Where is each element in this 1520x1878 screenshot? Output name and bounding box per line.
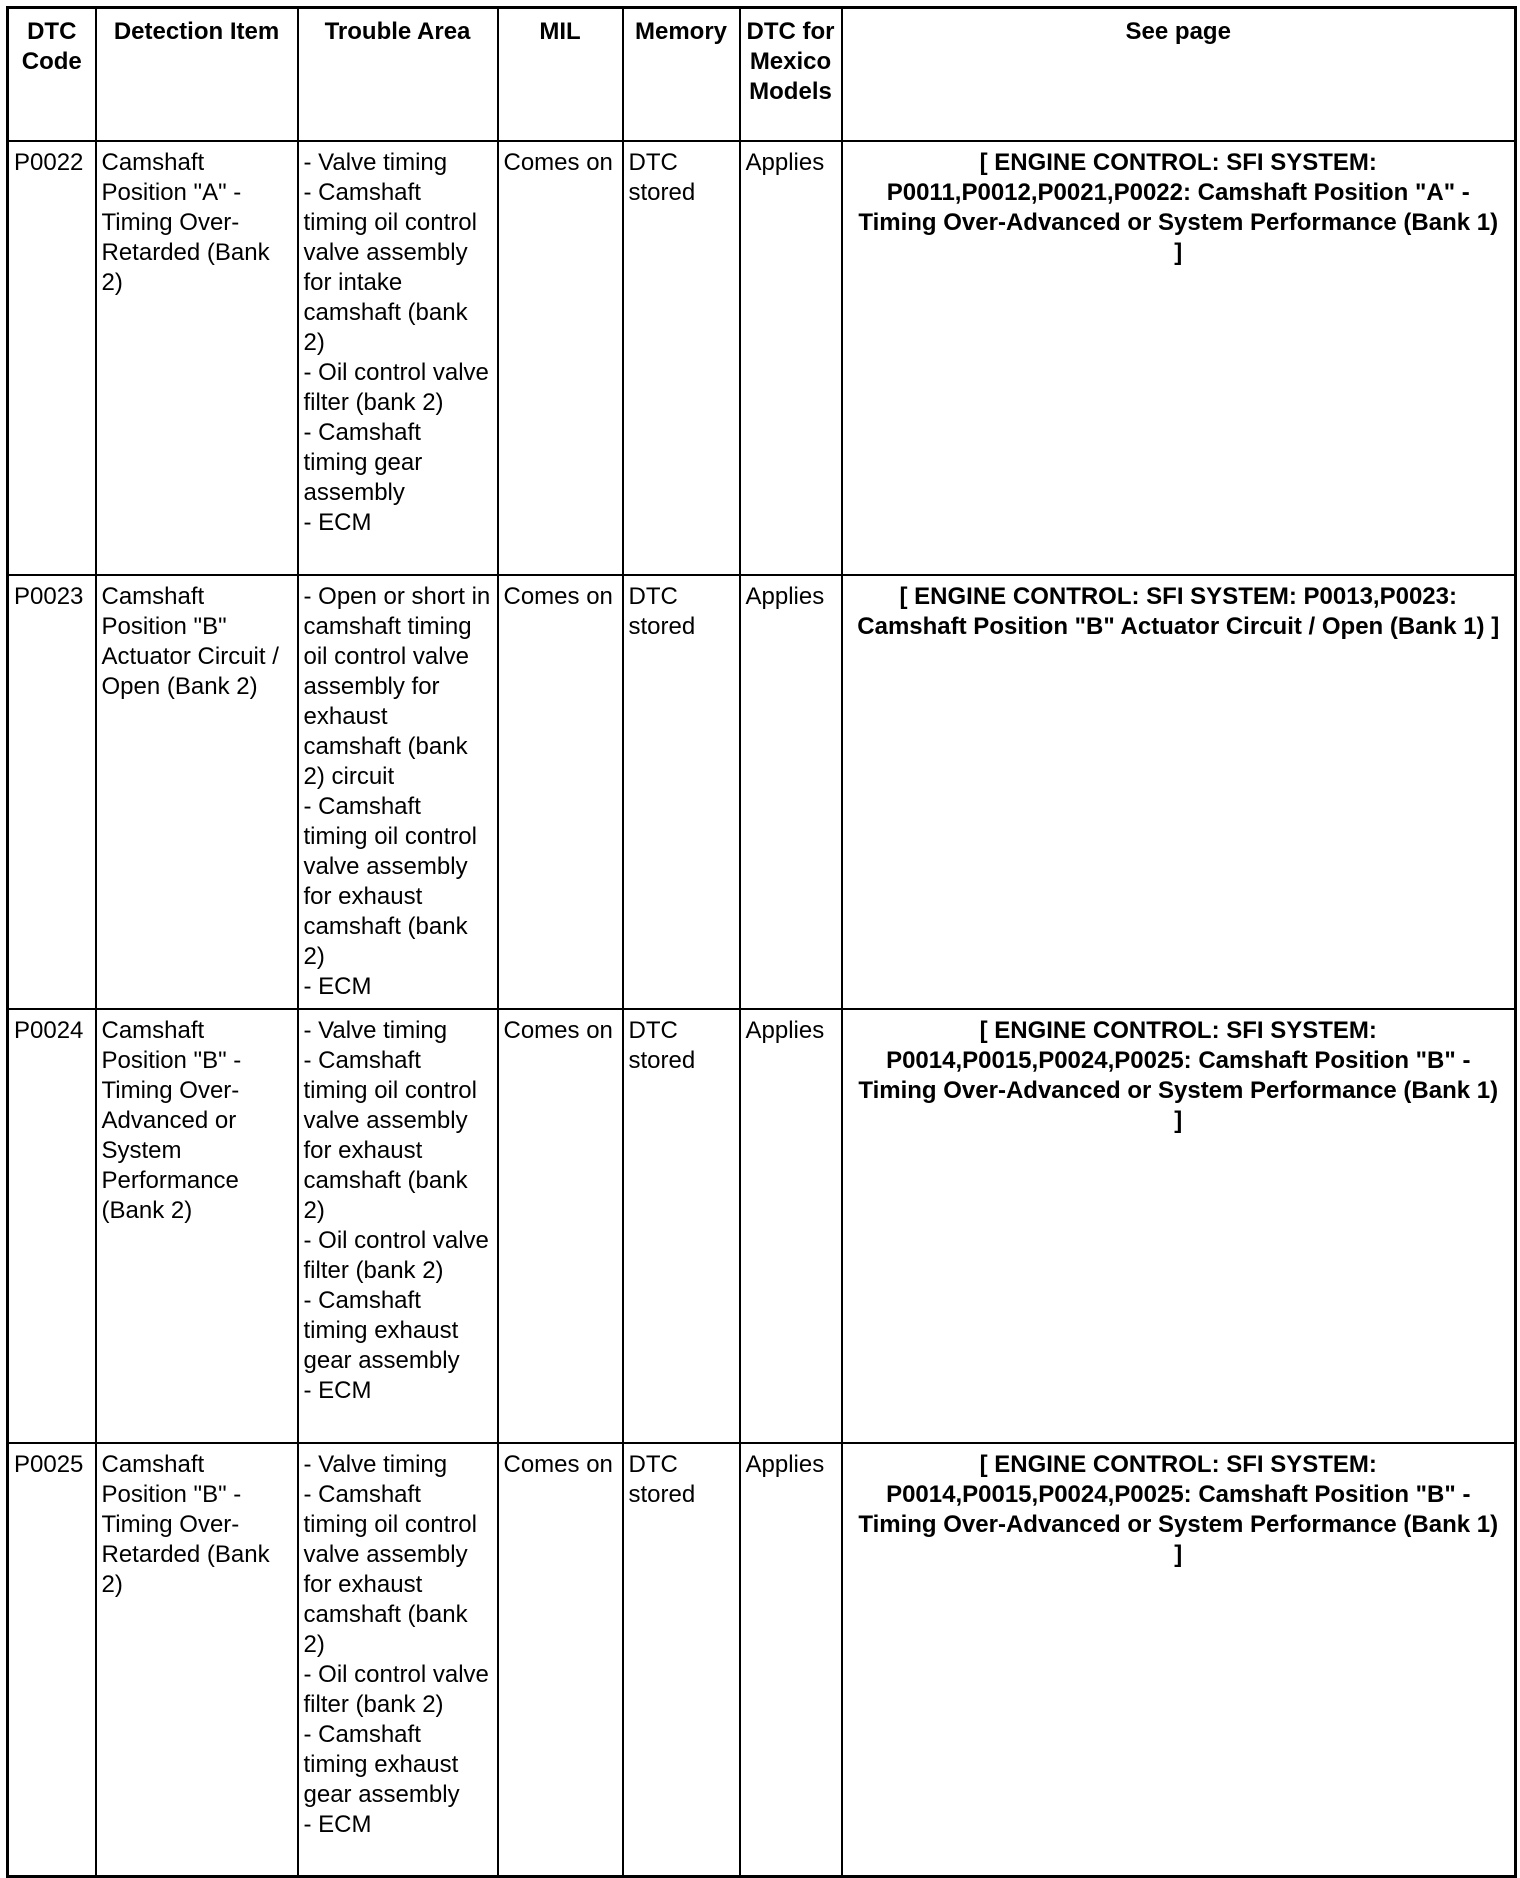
trouble-area-line: - Camshaft timing oil control valve assembly for exhaust camshaft (bank 2) (303, 1046, 477, 1224)
dtc-mexico-cell: Applies (740, 1009, 842, 1443)
trouble-area-line: - Valve timing (303, 1450, 448, 1478)
trouble-area-line: - Oil control valve filter (bank 2) (303, 1226, 489, 1284)
memory-cell: DTC stored (623, 1443, 740, 1877)
table-row (8, 1009, 1516, 1443)
table-row (8, 575, 1516, 1009)
dtc-code-cell: P0023 (8, 575, 96, 1009)
trouble-area-line: - Oil control valve filter (bank 2) (303, 1660, 489, 1718)
trouble-area-line: - Oil control valve filter (bank 2) (303, 358, 489, 416)
trouble-area-cell (298, 141, 498, 575)
detection-item-cell: Camshaft Position "B" Actuator Circuit / Open (Bank 2) (96, 575, 298, 1009)
mil-cell: Comes on (498, 575, 623, 1009)
trouble-area-line: - Valve timing (303, 148, 448, 176)
table-row (8, 1443, 1516, 1877)
dtc-mexico-cell: Applies (740, 1443, 842, 1877)
see-page-cell: [ ENGINE CONTROL: SFI SYSTEM: P0014,P0015,P0024,P0025: Camshaft Position "B" - Timing Over-Advanced or System Performance (Bank 1) ] (842, 1009, 1516, 1443)
mil-cell: Comes on (498, 141, 623, 575)
detection-item-cell: Camshaft Position "B" - Timing Over-Advanced or System Performance (Bank 2) (96, 1009, 298, 1443)
trouble-area-line: - ECM (303, 972, 372, 1000)
table-body (8, 141, 1516, 1877)
trouble-area-cell (298, 1009, 498, 1443)
mil-cell: Comes on (498, 1009, 623, 1443)
trouble-area-line: - Camshaft timing exhaust gear assembly (303, 1720, 460, 1808)
dtc-mexico-cell: Applies (740, 575, 842, 1009)
detection-item-cell: Camshaft Position "B" - Timing Over-Retarded (Bank 2) (96, 1443, 298, 1877)
header-row (8, 8, 1516, 141)
trouble-area-line: - Valve timing (303, 1016, 448, 1044)
see-page-cell: [ ENGINE CONTROL: SFI SYSTEM: P0013,P0023: Camshaft Position "B" Actuator Circuit / Open (Bank 1) ] (842, 575, 1516, 1009)
memory-cell: DTC stored (623, 575, 740, 1009)
dtc-code-cell: P0024 (8, 1009, 96, 1443)
trouble-area-line: - ECM (303, 1376, 372, 1404)
header-memory: Memory (623, 8, 740, 141)
header-dtc-code: DTC Code (8, 8, 96, 141)
header-dtc-mexico: DTC for Mexico Models (740, 8, 842, 141)
trouble-area-line: - Camshaft timing oil control valve assembly for exhaust camshaft (bank 2) (303, 792, 477, 970)
dtc-code-cell: P0022 (8, 141, 96, 575)
trouble-area-line: - Camshaft timing gear assembly (303, 418, 423, 506)
trouble-area-cell (298, 575, 498, 1009)
dtc-table (6, 6, 1517, 1878)
trouble-area-line: - ECM (303, 508, 372, 536)
trouble-area-line: - Open or short in camshaft timing oil control valve assembly for exhaust camshaft (bank 2) circuit (303, 582, 491, 790)
detection-item-cell: Camshaft Position "A" - Timing Over-Retarded (Bank 2) (96, 141, 298, 575)
dtc-mexico-cell: Applies (740, 141, 842, 575)
memory-cell: DTC stored (623, 1009, 740, 1443)
mil-cell: Comes on (498, 1443, 623, 1877)
trouble-area-line: - Camshaft timing exhaust gear assembly (303, 1286, 460, 1374)
header-trouble-area: Trouble Area (298, 8, 498, 141)
trouble-area-line: - Camshaft timing oil control valve assembly for intake camshaft (bank 2) (303, 178, 477, 356)
memory-cell: DTC stored (623, 141, 740, 575)
trouble-area-cell (298, 1443, 498, 1877)
header-detection-item: Detection Item (96, 8, 298, 141)
header-see-page: See page (842, 8, 1516, 141)
trouble-area-line: - Camshaft timing oil control valve assembly for exhaust camshaft (bank 2) (303, 1480, 477, 1658)
header-mil: MIL (498, 8, 623, 141)
table-row (8, 141, 1516, 575)
see-page-cell: [ ENGINE CONTROL: SFI SYSTEM: P0011,P0012,P0021,P0022: Camshaft Position "A" - Timing Over-Advanced or System Performance (Bank 1) ] (842, 141, 1516, 575)
trouble-area-line: - ECM (303, 1810, 372, 1838)
see-page-cell: [ ENGINE CONTROL: SFI SYSTEM: P0014,P0015,P0024,P0025: Camshaft Position "B" - Timing Over-Advanced or System Performance (Bank 1) ] (842, 1443, 1516, 1877)
dtc-code-cell: P0025 (8, 1443, 96, 1877)
